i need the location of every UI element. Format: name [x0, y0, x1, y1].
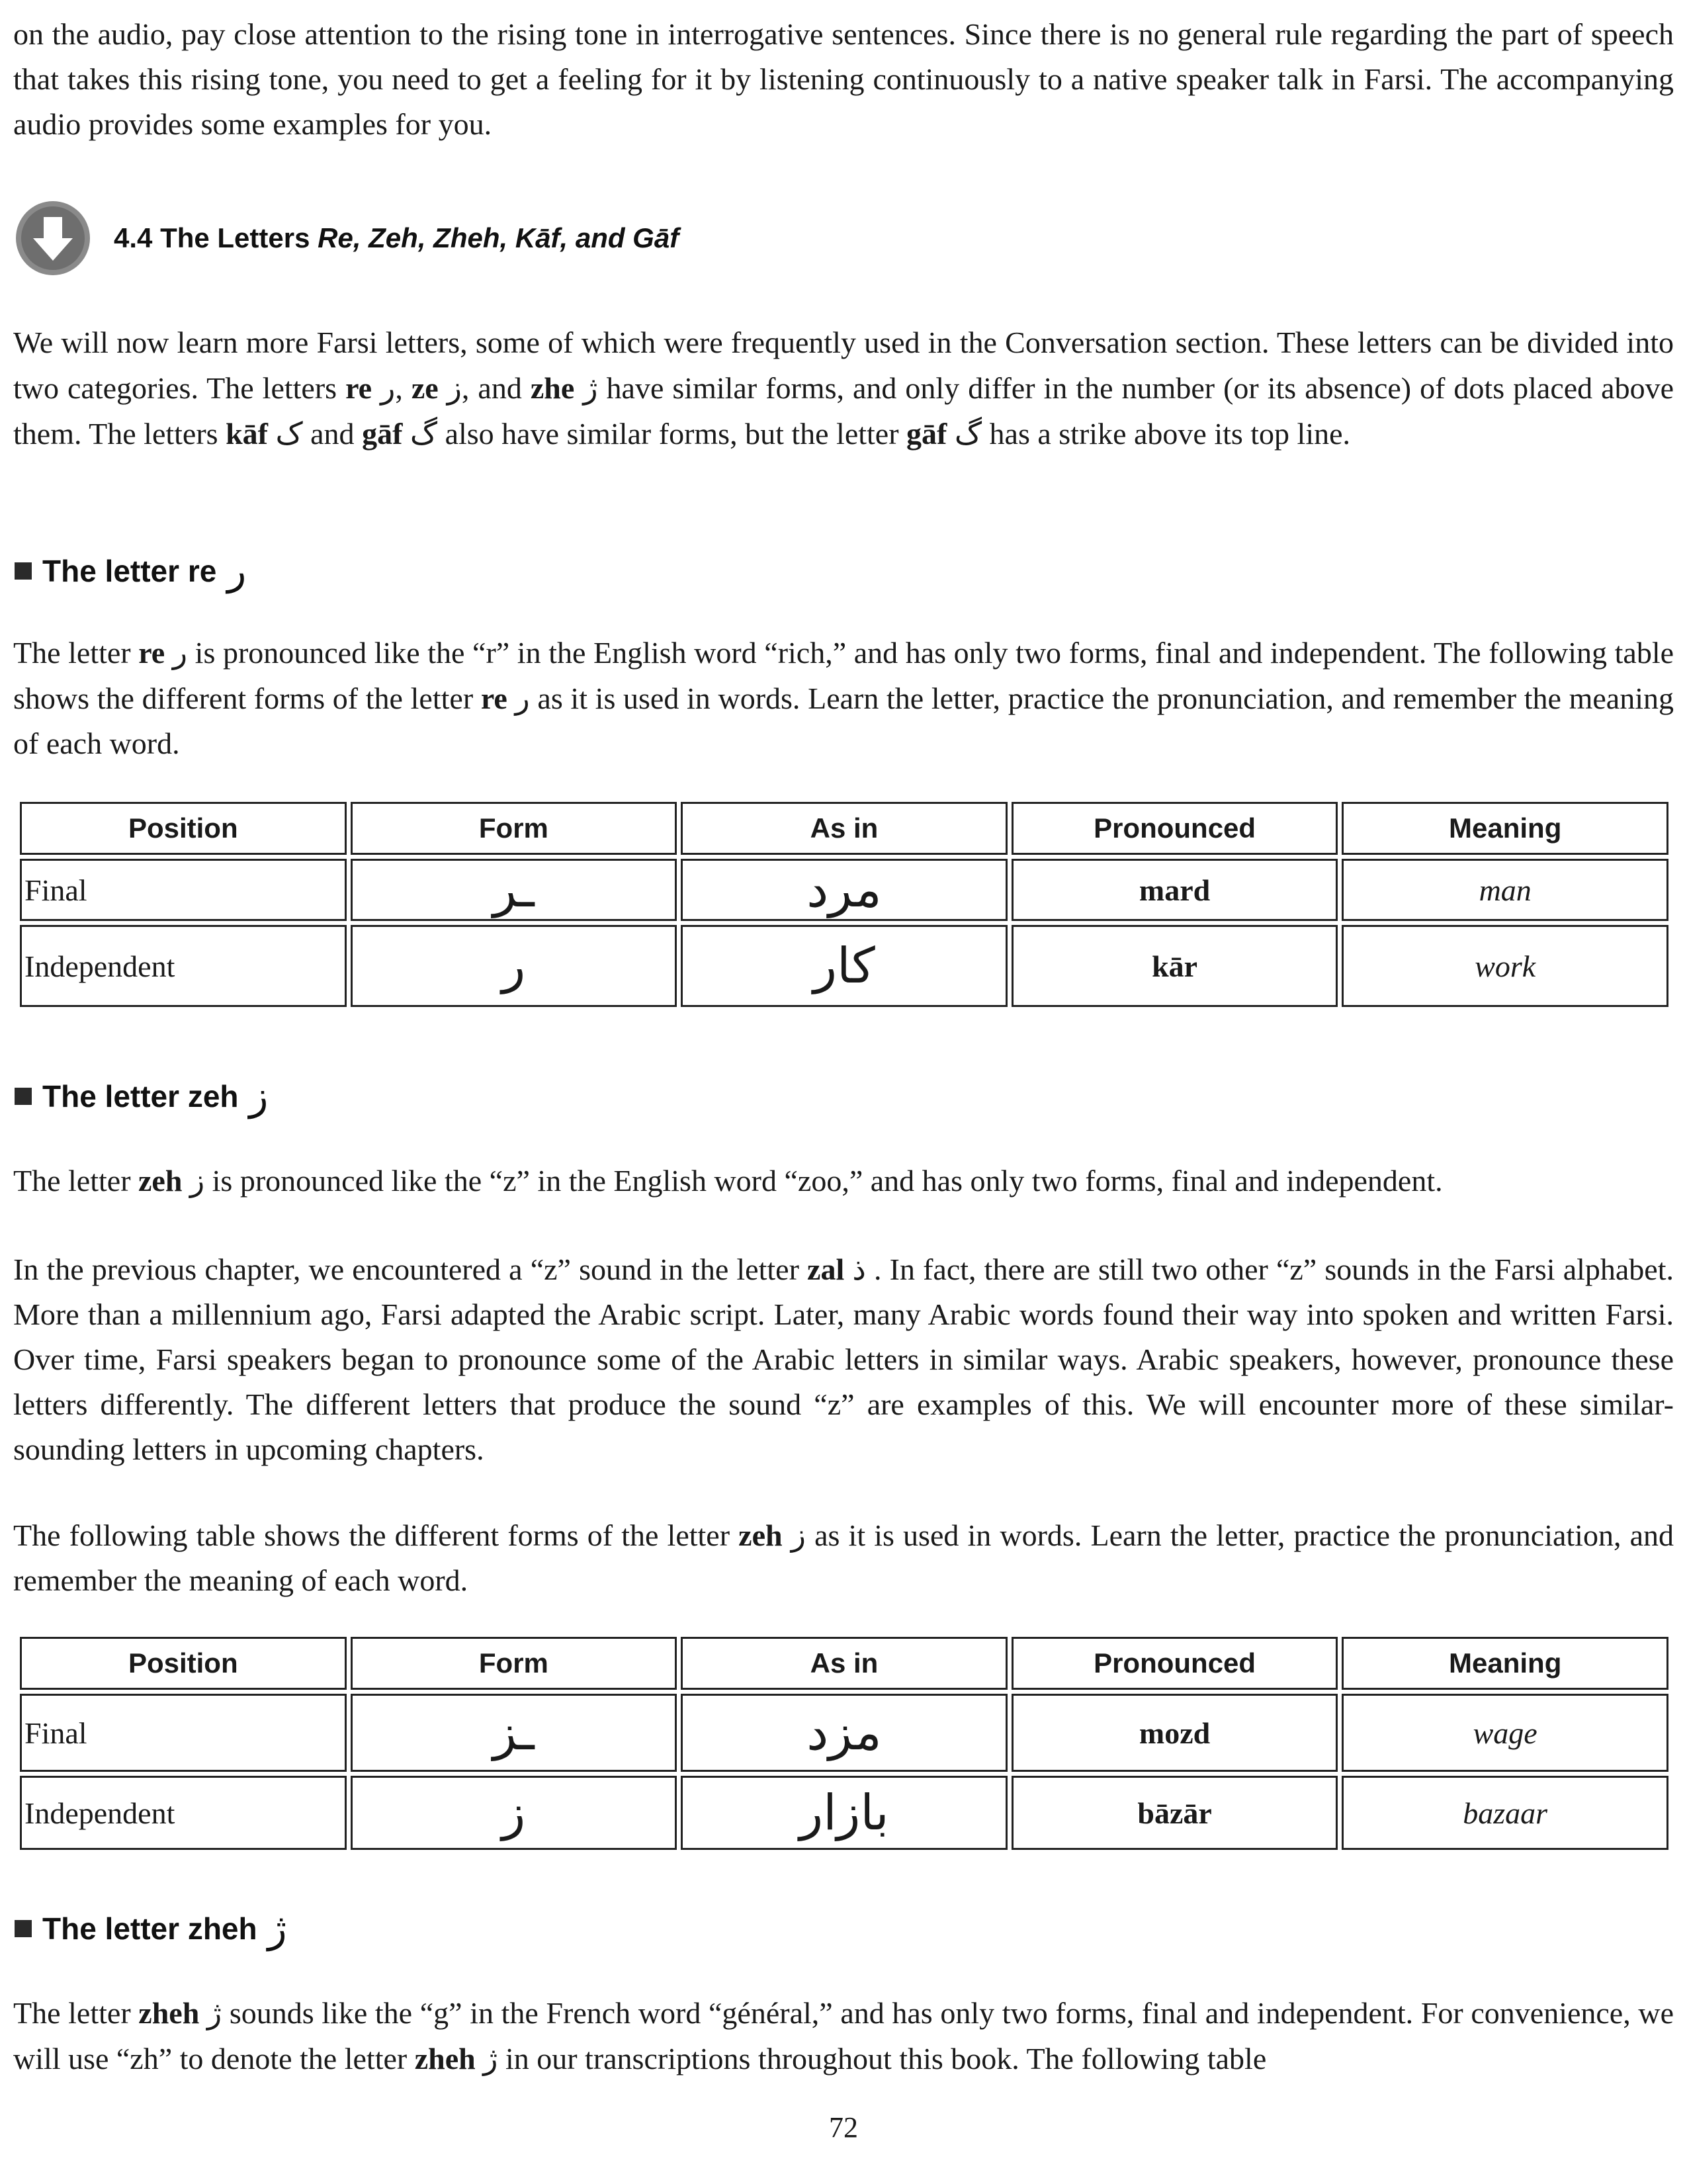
- column-header: Meaning: [1342, 802, 1668, 855]
- arabic-letter: ز: [249, 1073, 269, 1119]
- text: . In fact, there are still two other “z” sounds in the Farsi alphabet. More than a millennium ago, Farsi adapted the Arabic script. Later, many Arabic words found their way into spoken and written Farsi. Over time, Farsi speakers began to pronounce some of the Arabic letters in similar ways. Arabic speakers, however, pronounce these letters differently. The different letters that produce the sound “z” are examples of this. We will encounter more of these similar-sounding letters in upcoming chapters.: [13, 1252, 1674, 1466]
- arabic-letter: ژ: [583, 370, 598, 406]
- bullet-square: [15, 562, 32, 580]
- table-header-row: [20, 802, 1668, 855]
- arabic-letter: ک: [275, 415, 303, 451]
- cell-as-in: مزد: [681, 1694, 1008, 1772]
- zheh-description-paragraph: [13, 1990, 1674, 2081]
- text: We will now learn more Farsi letters, some of which were frequently used in the Conversation section. These letters can be divided into two categories. The letters: [13, 326, 1674, 405]
- text: is pronounced like the “r” in the English word “rich,” and has only two forms, final and independent. The following table shows the different forms of the letter: [13, 636, 1674, 715]
- cell-pronounced: mozd: [1012, 1694, 1338, 1772]
- text: ,: [395, 371, 411, 405]
- table-row: [20, 925, 1668, 1007]
- cell-form: ر: [351, 925, 677, 1007]
- term-zal: zal: [807, 1252, 845, 1286]
- cell-form: ز: [351, 1776, 677, 1850]
- cell-meaning: bazaar: [1342, 1776, 1668, 1850]
- section-title-prefix: The Letters: [160, 222, 310, 253]
- text: In the previous chapter, we encountered a “z” sound in the letter: [13, 1252, 808, 1286]
- column-header: As in: [681, 1637, 1008, 1690]
- cell-form: ـز: [351, 1694, 677, 1772]
- cell-meaning: work: [1342, 925, 1668, 1007]
- column-header: Meaning: [1342, 1637, 1668, 1690]
- zeh-table-intro-paragraph: [13, 1512, 1674, 1603]
- term-gaf: gāf: [362, 417, 403, 451]
- cell-meaning: wage: [1342, 1694, 1668, 1772]
- column-header: Position: [20, 1637, 347, 1690]
- subheading-text: The letter zeh: [42, 1079, 239, 1114]
- intro-paragraph: on the audio, pay close attention to the rising tone in interrogative sentences. Since there is no general rule regarding the part of speech that takes this rising tone, you need to get a feeling for it by listening continuously to a native speaker talk in Farsi. The accompanying audio provides some examples for you.: [13, 17, 1674, 141]
- arabic-letter: ر: [515, 680, 530, 716]
- cell-position: Independent: [20, 1776, 347, 1850]
- column-header: Position: [20, 802, 347, 855]
- text: The letter: [13, 636, 139, 670]
- table-row: [20, 859, 1668, 921]
- text: also have similar forms, but the letter: [437, 417, 907, 451]
- cell-pronounced: bāzār: [1012, 1776, 1338, 1850]
- letters-overview-paragraph: [13, 320, 1674, 457]
- bullet-square: [15, 1088, 32, 1105]
- term-zheh: zheh: [138, 1996, 200, 2030]
- arabic-letter: گ: [954, 415, 982, 451]
- subheading-text: The letter re: [42, 554, 217, 588]
- text: The following table shows the different forms of the letter: [13, 1518, 739, 1552]
- term-re: re: [138, 636, 165, 670]
- arabic-letter: ر: [172, 634, 188, 670]
- cell-position: Final: [20, 859, 347, 921]
- term-zheh: zheh: [414, 2042, 476, 2075]
- text: The letter: [13, 1164, 139, 1198]
- term-kaf: kāf: [226, 417, 268, 451]
- term-ze: ze: [411, 371, 439, 405]
- zeh-forms-table: [16, 1633, 1672, 1854]
- text: sounds like the “g” in the French word “général,” and has only two forms, final and independent. For convenience, we will use “zh” to denote the letter: [13, 1996, 1674, 2075]
- text: The letter: [13, 1996, 139, 2030]
- download-arrow-icon[interactable]: [15, 200, 91, 277]
- term-zeh: zeh: [138, 1164, 183, 1198]
- cell-pronounced: mard: [1012, 859, 1338, 921]
- text: have similar forms, and only differ in the number (or its absence) of dots placed above them. The letters: [13, 371, 1674, 451]
- section-heading: [15, 202, 941, 275]
- page-number: 72: [829, 2111, 858, 2144]
- arabic-letter: ژ: [267, 1905, 287, 1952]
- column-header: Pronounced: [1012, 802, 1338, 855]
- cell-pronounced: kār: [1012, 925, 1338, 1007]
- subheading-text: The letter zheh: [42, 1911, 257, 1946]
- column-header: Form: [351, 1637, 677, 1690]
- section-title-names: Re, Zeh, Zheh, Kāf, and Gāf: [318, 222, 679, 253]
- cell-form: ـر: [351, 859, 677, 921]
- re-description-paragraph: [13, 630, 1674, 766]
- text: has a strike above its top line.: [982, 417, 1351, 451]
- section-number: 4.4: [114, 222, 153, 253]
- term-zhe: zhe: [530, 371, 575, 405]
- arabic-letter: ر: [227, 548, 247, 594]
- table-header-row: [20, 1637, 1668, 1690]
- text: as it is used in words. Learn the letter, practice the pronunciation, and remember the meaning of each word.: [13, 681, 1674, 760]
- text: is pronounced like the “z” in the English word “zoo,” and has only two forms, final and independent.: [204, 1164, 1443, 1198]
- arabic-letter: ز: [791, 1517, 806, 1553]
- cell-as-in: کار: [681, 925, 1008, 1007]
- text: and: [302, 417, 363, 451]
- term-zeh: zeh: [738, 1518, 783, 1552]
- arabic-letter: ژ: [483, 2040, 498, 2076]
- subheading-letter-zheh: [15, 1905, 287, 1952]
- cell-meaning: man: [1342, 859, 1668, 921]
- table-row: [20, 1776, 1668, 1850]
- bullet-square: [15, 1920, 32, 1937]
- arabic-letter: گ: [410, 415, 438, 451]
- cell-as-in: مرد: [681, 859, 1008, 921]
- text: in our transcriptions throughout this book. The following table: [497, 2042, 1267, 2075]
- table-row: [20, 1694, 1668, 1772]
- text: , and: [461, 371, 531, 405]
- re-forms-table: [16, 798, 1672, 1011]
- zeh-description-paragraph: [13, 1158, 1674, 1203]
- section-title: [114, 222, 679, 254]
- arabic-letter: ذ: [852, 1251, 866, 1287]
- term-re: re: [480, 681, 507, 715]
- cell-position: Final: [20, 1694, 347, 1772]
- term-gaf: gāf: [906, 417, 947, 451]
- subheading-letter-re: [15, 548, 246, 594]
- column-header: Pronounced: [1012, 1637, 1338, 1690]
- arabic-letter: ز: [447, 370, 462, 406]
- term-re: re: [345, 371, 372, 405]
- column-header: Form: [351, 802, 677, 855]
- column-header: As in: [681, 802, 1008, 855]
- arabic-letter: ز: [189, 1162, 205, 1198]
- z-sounds-paragraph: [13, 1246, 1674, 1472]
- subheading-letter-zeh: [15, 1073, 269, 1119]
- arabic-letter: ر: [380, 370, 396, 406]
- cell-position: Independent: [20, 925, 347, 1007]
- cell-as-in: بازار: [681, 1776, 1008, 1850]
- arabic-letter: ژ: [206, 1995, 222, 2031]
- text: as it is used in words. Learn the letter, practice the pronunciation, and remember the meaning of each word.: [13, 1518, 1674, 1597]
